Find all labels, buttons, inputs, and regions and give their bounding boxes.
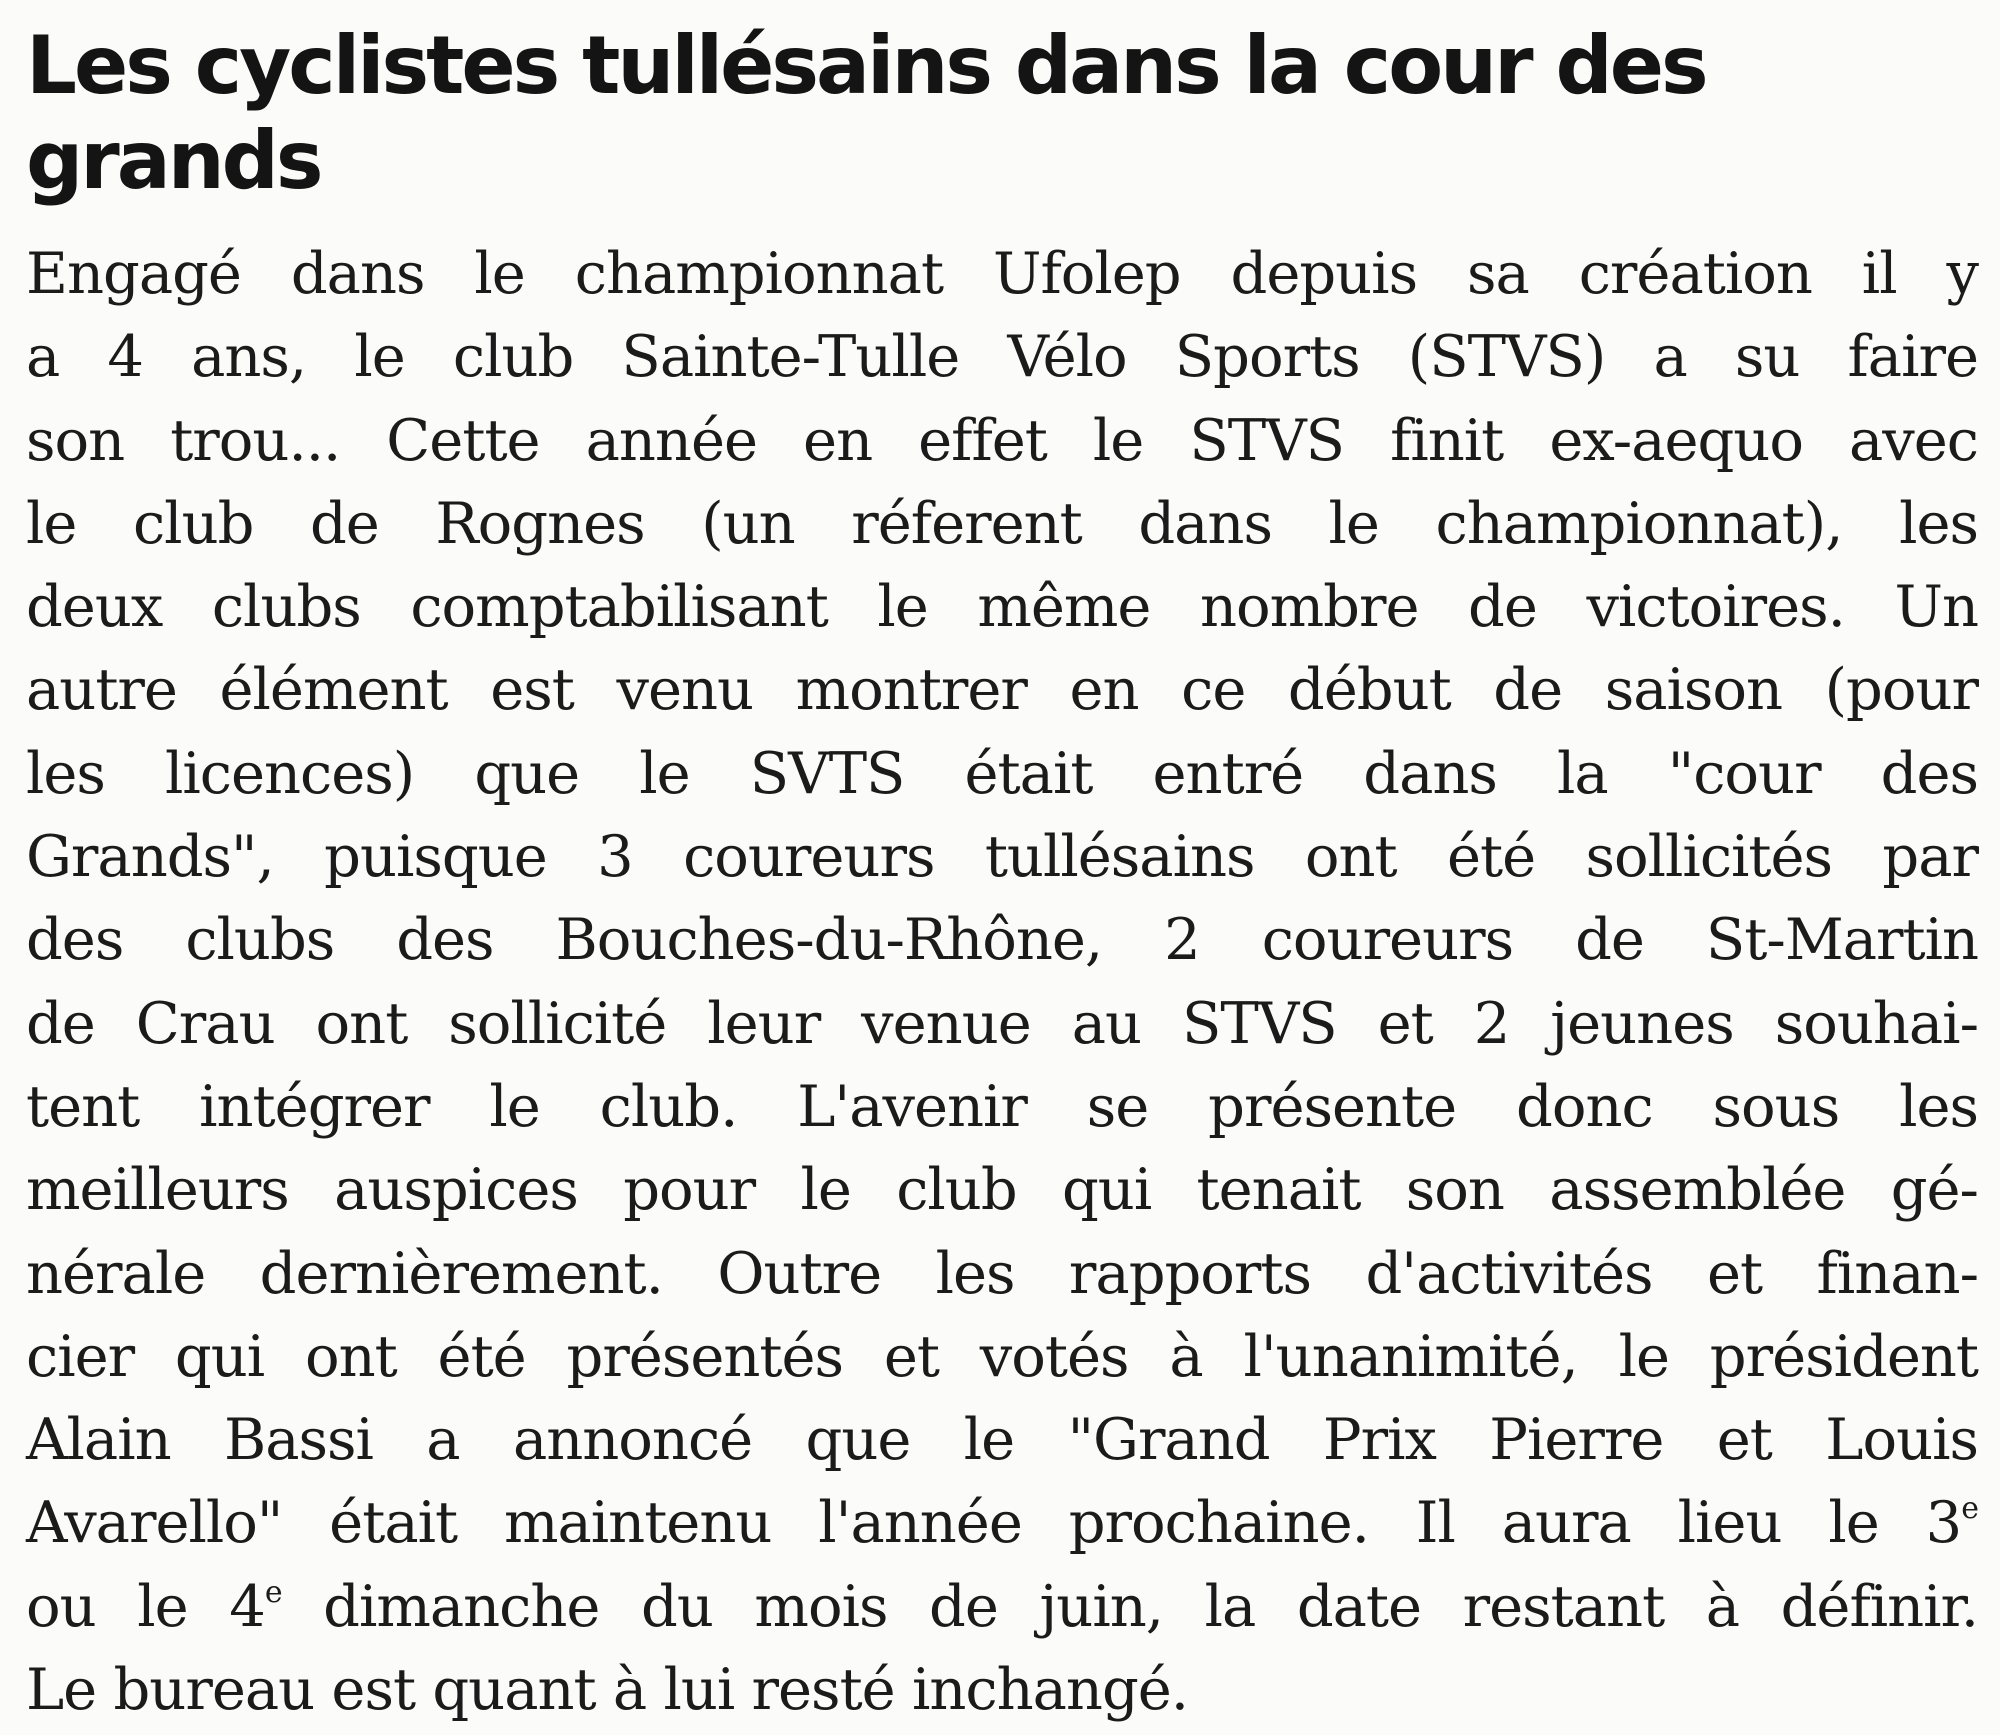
body-line: autre élément est venu montrer en ce début de saison (pour — [26, 656, 1978, 724]
body-line: deux clubs comptabilisant le même nombre de victoires. Un — [26, 573, 1978, 641]
body-line-text: ou le 4 — [26, 1572, 265, 1640]
body-line — [26, 1565, 1978, 1648]
article-headline: Les cyclistes tullésains dans la cour des grands — [26, 19, 1706, 207]
body-line: les licences) que le SVTS était entré dans la "cour des — [26, 739, 1978, 807]
body-line: cier qui ont été présentés et votés à l'unanimité, le président — [26, 1322, 1978, 1390]
body-line: Le bureau est quant à lui resté inchangé. — [26, 1656, 1189, 1724]
body-line: Grands", puisque 3 coureurs tullésains ont été sollicités par — [26, 823, 1978, 891]
body-line — [26, 1481, 1978, 1564]
ordinal-superscript: e — [264, 1574, 282, 1610]
body-line: tent intégrer le club. L'avenir se présente donc sous les — [26, 1072, 1978, 1140]
body-line: nérale dernièrement. Outre les rapports d'activités et finan- — [26, 1239, 1978, 1307]
body-line-text: Avarello" était maintenu l'année prochaine. Il aura lieu le 3 — [26, 1489, 1962, 1557]
body-line: Alain Bassi a annoncé que le "Grand Prix Pierre et Louis — [26, 1406, 1978, 1474]
body-line: le club de Rognes (un réferent dans le championnat), les — [26, 489, 1978, 557]
article-body — [26, 232, 1978, 1731]
body-line: Engagé dans le championnat Ufolep depuis sa création il y — [26, 240, 1978, 307]
body-line: son trou... Cette année en effet le STVS finit ex-aequo avec — [26, 406, 1978, 474]
body-line: de Crau ont sollicité leur venue au STVS et 2 jeunes souhai- — [26, 989, 1978, 1057]
body-line: a 4 ans, le club Sainte-Tulle Vélo Sports (STVS) a su faire — [26, 323, 1978, 391]
ordinal-superscript: e — [1961, 1491, 1978, 1527]
body-line-text: dimanche du mois de juin, la date restant à définir. — [281, 1572, 1978, 1640]
body-line: des clubs des Bouches-du-Rhône, 2 coureurs de St-Martin — [26, 906, 1978, 974]
body-line: meilleurs auspices pour le club qui tenait son assemblée gé- — [26, 1156, 1978, 1224]
